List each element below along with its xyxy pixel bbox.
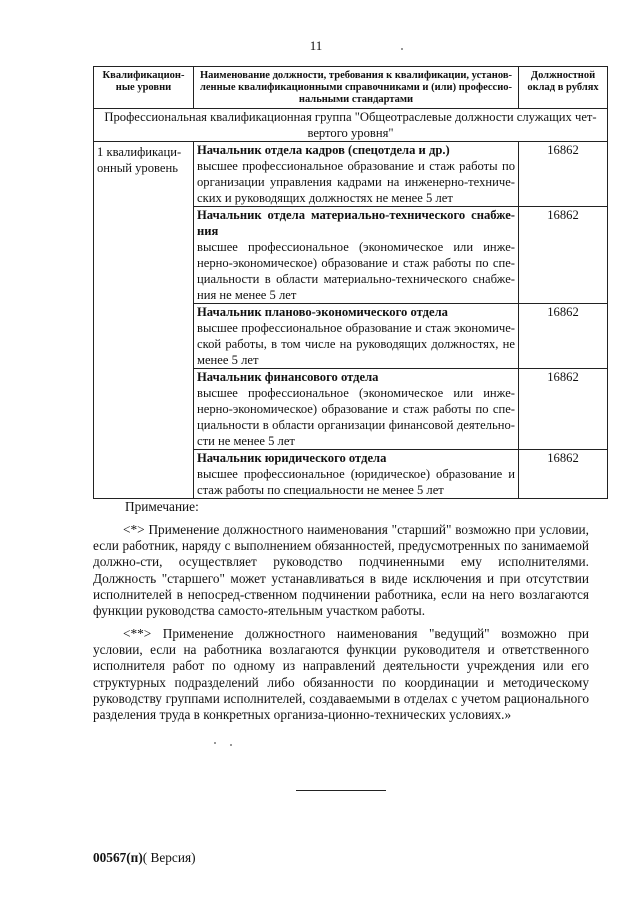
position-requirements: высшее профессиональное (юридическое) образование и стаж работы по специальности не менее 5 лет xyxy=(197,467,515,497)
salary-value: 16862 xyxy=(519,369,608,450)
header-position: Наименование должности, требования к квалификации, установ-ленные квалификационными справочниками и (или) профессио-нальными стандартами xyxy=(194,67,519,109)
salary-value: 16862 xyxy=(519,142,608,207)
salary-value: 16862 xyxy=(519,450,608,499)
header-levels: Квалификацион-ные уровни xyxy=(94,67,194,109)
qualification-table xyxy=(93,66,608,499)
salary-value: 16862 xyxy=(519,207,608,304)
position-cell xyxy=(194,450,519,499)
position-requirements: высшее профессиональное (экономическое или инже-нерно-экономическое) образование и стаж работы по спе-циальности в области организации финансовой деятельно-сти не менее 5 лет xyxy=(197,386,515,448)
footer xyxy=(93,850,196,866)
header-salary: Должностной оклад в рублях xyxy=(519,67,608,109)
scan-speck xyxy=(214,742,216,744)
document-code: 00567(п) xyxy=(93,850,143,865)
separator-line xyxy=(296,790,386,791)
document-version: ( Версия) xyxy=(142,850,196,865)
position-cell xyxy=(194,207,519,304)
position-cell xyxy=(194,369,519,450)
qualification-level: 1 квалификаци-онный уровень xyxy=(94,142,194,499)
table-row xyxy=(94,142,608,207)
note-paragraph-1: <*> Применение должностного наименования "старший" возможно при условии, если работник, наряду с выполнением обязанностей, предусмотренных по занимаемой должно-сти, осуществляет руководство подчиненными ему исполнителями. Должность "старшего" может устанавливаться в виде исключения и при отсутствии исполнителей в непосред-ственном подчинении работника, если на него возлагаются функции руководства самосто-ятельным участком работы. xyxy=(93,522,589,619)
group-title: Профессиональная квалификационная группа "Общеотраслевые должности служащих чет-вертого уровня" xyxy=(94,109,608,142)
page-number: 11 xyxy=(309,38,323,53)
scan-speck xyxy=(401,48,403,50)
group-row xyxy=(94,109,608,142)
note-paragraph-2: <**> Применение должностного наименования "ведущий" возможно при условии, если на работника возлагаются функции руководителя и ответственного исполнителя работ по одному из направлений деятельности учреждения или его структурных подразделений либо обязанности по координации и методическому руководству группами исполнителей, создаваемыми в отделах с учетом рационального разделения труда в конкретных организа-ционно-технических условиях.» xyxy=(93,626,589,723)
position-requirements: высшее профессиональное образование и стаж экономиче-ской работы, в том числе на руководящих должностях, не менее 5 лет xyxy=(197,321,515,367)
position-cell xyxy=(194,304,519,369)
table-header-row xyxy=(94,67,608,109)
salary-value: 16862 xyxy=(519,304,608,369)
note-title: Примечание: xyxy=(125,499,199,514)
position-title: Начальник юридического отдела xyxy=(197,451,387,465)
scan-speck xyxy=(230,744,232,746)
position-title: Начальник планово-экономического отдела xyxy=(197,305,448,319)
position-title: Начальник отдела материально-технического снабже-ния xyxy=(197,208,515,238)
position-cell xyxy=(194,142,519,207)
position-title: Начальник финансового отдела xyxy=(197,370,379,384)
position-requirements: высшее профессиональное (экономическое или инже-нерно-экономическое) образование и стаж работы по спе-циальности в области материально-технического снабже-ния не менее 5 лет xyxy=(197,240,515,302)
position-title: Начальник отдела кадров (спецотдела и др.) xyxy=(197,143,450,157)
position-requirements: высшее профессиональное образование и стаж работы по организации управления кадрами на инженерно-техниче-ских и руководящих должностях не менее 5 лет xyxy=(197,159,515,205)
